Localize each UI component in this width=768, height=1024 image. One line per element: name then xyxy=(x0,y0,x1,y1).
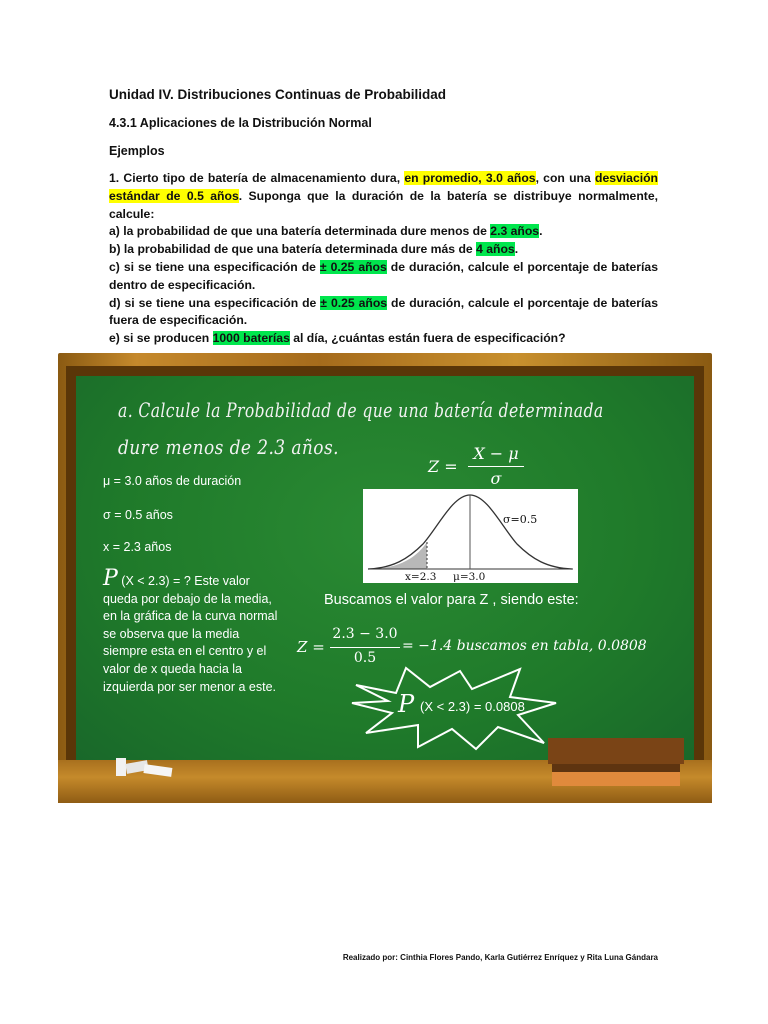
problem-item-e: e) si se producen 1000 baterías al día, ¿cuántas están fuera de especificación? xyxy=(109,331,566,346)
sigma-value: σ = 0.5 años xyxy=(103,508,173,522)
chalk-pieces xyxy=(114,752,174,780)
problem-item-d: d) si se tiene una especificación de ± 0.25 años de duración, calcule el porcentaje de baterías fuera de especificación. xyxy=(109,295,658,328)
z-formula-denominator: σ xyxy=(490,469,502,488)
search-z-text: Buscamos el valor para Z , siendo este: xyxy=(324,592,579,608)
shaded-area xyxy=(368,542,427,569)
z-formula-lhs: Z = xyxy=(428,457,458,476)
x-value: x = 2.3 años xyxy=(103,540,172,554)
result-value: (X < 2.3) = 0.0808 xyxy=(420,699,525,714)
footer-credits: Realizado por: Cinthia Flores Pando, Karla Gutiérrez Enríquez y Rita Luna Gándara xyxy=(342,953,658,962)
x-label: x=2.3 xyxy=(405,571,437,583)
probability-symbol: P xyxy=(103,566,118,591)
normal-curve-graph xyxy=(363,489,578,583)
board-title-line1: a. Calcule la Probabilidad de que una batería determinada xyxy=(118,398,604,422)
board-title-line2: dure menos de 2.3 años. xyxy=(118,435,339,459)
mu-value: μ = 3.0 años de duración xyxy=(103,474,242,488)
sigma-label: σ=0.5 xyxy=(503,513,538,526)
document-title: Unidad IV. Distribuciones Continuas de Probabilidad xyxy=(109,87,447,102)
calc-lhs: Z = xyxy=(297,638,325,656)
normal-curve-svg xyxy=(363,489,578,583)
explanation-text: P (X < 2.3) = ? Este valor queda por debajo de la media, en la gráfica de la curva normal se observa que la media siempre esta en el centro y el valor de x queda hacia la izquierda por ser menor a este. xyxy=(103,566,278,694)
result-probability-symbol: P xyxy=(398,690,415,718)
problem-intro: 1. Cierto tipo de batería de almacenamiento dura, en promedio, 3.0 años, con una desviación estándar de 0.5 años. Suponga que la duración de la batería se distribuye normalmente, calcule: xyxy=(109,171,658,221)
calc-rhs: = −1.4 buscamos en tabla, 0.0808 xyxy=(402,638,647,654)
calc-denominator: 0.5 xyxy=(353,650,377,666)
highlight-sd-b: estándar de 0.5 años xyxy=(109,188,239,203)
problem-statement xyxy=(109,170,658,348)
examples-heading: Ejemplos xyxy=(109,144,165,158)
highlight-mean: en promedio, 3.0 años xyxy=(404,171,536,185)
problem-item-c: c) si se tiene una especificación de ± 0.25 años de duración, calcule el porcentaje de baterías dentro de especificación. xyxy=(109,259,658,292)
z-formula-fraction-bar xyxy=(468,466,524,467)
z-formula-numerator: X − μ xyxy=(473,444,519,463)
problem-item-a: a) la probabilidad de que una batería determinada dure menos de 2.3 años. xyxy=(109,224,543,239)
calc-fraction-bar xyxy=(330,647,400,648)
section-subtitle: 4.3.1 Aplicaciones de la Distribución Normal xyxy=(109,116,372,130)
calc-numerator: 2.3 − 3.0 xyxy=(332,626,398,642)
problem-item-b: b) la probabilidad de que una batería determinada dure más de 4 años. xyxy=(109,242,519,257)
highlight-sd-a: desviación xyxy=(595,171,658,185)
mu-label: μ=3.0 xyxy=(453,571,486,583)
eraser xyxy=(548,738,684,786)
